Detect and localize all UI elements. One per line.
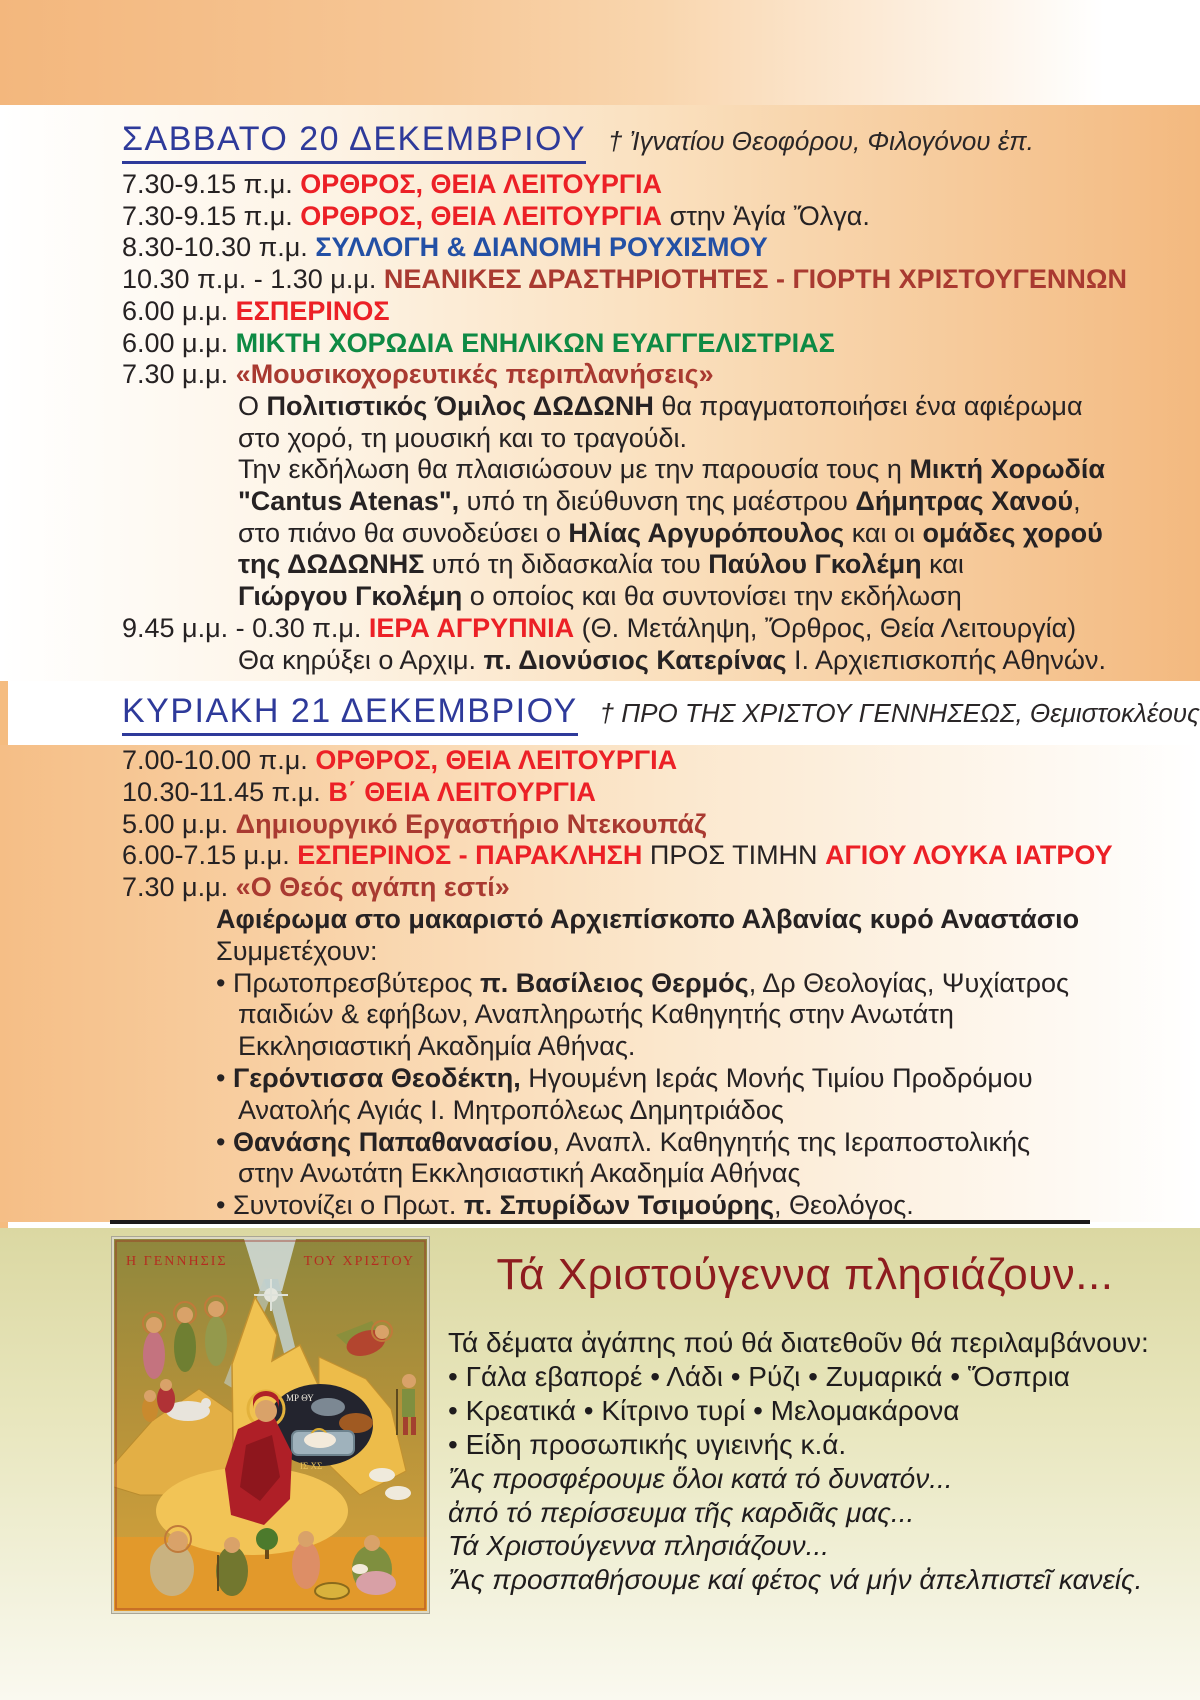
text-segment: ΟΡΘΡΟΣ, ΘΕΙΑ ΛΕΙΤΟΥΡΓΙΑ bbox=[300, 200, 663, 231]
saturday-schedule-lines bbox=[122, 169, 1200, 676]
divider-rule bbox=[110, 1220, 1090, 1224]
icon-caption-left: Η ΓΕΝΝΗΣΙΣ bbox=[126, 1254, 228, 1269]
schedule-line bbox=[122, 518, 1200, 550]
section-sunday bbox=[0, 745, 1200, 1222]
text-segment: Ηλίας Αργυρόπουλος bbox=[568, 517, 845, 548]
schedule-line bbox=[122, 904, 1200, 936]
schedule-line bbox=[122, 809, 1200, 841]
icon-christ-child bbox=[304, 1432, 336, 1448]
text-segment: , Δρ Θεολογίας, Ψυχίατρος bbox=[748, 967, 1070, 998]
text-segment: ΟΡΘΡΟΣ, ΘΕΙΑ ΛΕΙΤΟΥΡΓΙΑ bbox=[300, 169, 663, 199]
text-segment: • bbox=[216, 967, 233, 998]
text-segment: 10.30-11.45 π.μ. bbox=[122, 776, 329, 807]
icon-donkey bbox=[311, 1398, 345, 1416]
schedule-line bbox=[122, 1158, 1200, 1190]
text-segment: ΣΥΛΛΟΓΗ & ΔΙΑΝΟΜΗ ΡΟΥΧΙΣΜΟΥ bbox=[315, 232, 768, 263]
text-segment: π. Βασίλειος Θερμός bbox=[480, 967, 749, 998]
text-segment: 7.30-9.15 π.μ. bbox=[122, 200, 301, 231]
schedule-line bbox=[122, 1095, 1200, 1127]
text-segment: 6.00 μ.μ. bbox=[122, 327, 236, 358]
text-segment: Γιώργου Γκολέμη bbox=[238, 581, 463, 612]
text-segment: 6.00-7.15 μ.μ. bbox=[122, 840, 298, 871]
text-segment: Συμμετέχουν: bbox=[216, 935, 378, 966]
text-segment: Θα κηρύξει ο Αρχιμ. bbox=[238, 644, 484, 675]
text-segment: ομάδες χορού bbox=[922, 517, 1103, 548]
schedule-line bbox=[122, 359, 1200, 391]
list-item: • Είδη προσωπικής υγιεινής κ.ά. bbox=[448, 1429, 847, 1460]
text-segment: στην Ανωτάτη Εκκλησιαστική Ακαδημία Αθήνας bbox=[238, 1158, 801, 1189]
text-segment: Ηγουμένη Ιεράς Μονής Τιμίου Προδρόμου bbox=[520, 1062, 1033, 1093]
text-segment: «Μουσικοχορευτικές περιπλανήσεις» bbox=[235, 359, 714, 390]
schedule-line bbox=[122, 423, 1200, 455]
schedule-line bbox=[122, 777, 1200, 809]
text-segment: ΕΣΠΕΡΙΝΟΣ bbox=[235, 295, 390, 326]
schedule-line bbox=[122, 169, 1200, 201]
text-segment: Πολιτιστικός Όμιλος ΔΩΔΩΝΗ bbox=[266, 390, 654, 421]
schedule-line bbox=[122, 296, 1200, 328]
text-segment: της ΔΩΔΩΝΗΣ bbox=[238, 549, 425, 580]
text-segment: Θανάσης Παπαθανασίου bbox=[232, 1126, 553, 1157]
text-segment: «Ο Θεός αγάπη εστί» bbox=[235, 872, 510, 903]
text-segment: στην Ἁγία Ὄλγα. bbox=[662, 200, 870, 231]
text-segment: Ι. Αρχιεπισκοπής Αθηνών. bbox=[786, 644, 1107, 675]
schedule-line bbox=[122, 613, 1200, 645]
schedule-line bbox=[122, 645, 1200, 677]
text-segment: Ανατολής Αγιάς Ι. Μητροπόλεως Δημητριάδος bbox=[238, 1094, 784, 1125]
icon-inscription-mary: ΜΡ ΘΥ bbox=[286, 1393, 314, 1403]
text-segment: ΝΕΑΝΙΚΕΣ ΔΡΑΣΤΗΡΙΟΤΗΤΕΣ - ΓΙΟΡΤΗ ΧΡΙΣΤΟΥΓΕΝΝΩΝ bbox=[383, 264, 1128, 295]
sunday-schedule-lines bbox=[122, 745, 1200, 1222]
text-segment: Αφιέρωμα στο μακαριστό Αρχιεπίσκοπο Αλβανίας κυρό Αναστάσιο bbox=[216, 903, 1080, 934]
schedule-line bbox=[122, 872, 1200, 904]
schedule-line bbox=[122, 1190, 1200, 1222]
text-segment: στο χορό, τη μουσική και το τραγούδι. bbox=[238, 422, 688, 453]
text-segment: Μικτή Χορωδία bbox=[909, 454, 1106, 485]
text-segment: Εκκλησιαστική Ακαδημία Αθήνας. bbox=[238, 1031, 636, 1062]
text-segment: π. Διονύσιος Κατερίνας bbox=[483, 644, 787, 675]
text-segment: (Θ. Μετάληψη, Ὄρθρος, Θεία Λειτουργία) bbox=[574, 612, 1077, 643]
text-segment: Β΄ ΘΕΙΑ ΛΕΙΤΟΥΡΓΙΑ bbox=[328, 776, 596, 807]
text-segment: • bbox=[216, 1126, 233, 1157]
text-segment: Συντονίζει ο Πρωτ. bbox=[232, 1190, 464, 1221]
package-items bbox=[448, 1360, 1162, 1462]
schedule-line bbox=[122, 201, 1200, 233]
list-item: ἀπό τό περίσσευμα τῆς καρδιᾶς μας... bbox=[448, 1496, 915, 1528]
text-segment: και bbox=[921, 549, 964, 580]
text-segment: "Cantus Atenas", bbox=[238, 486, 460, 517]
text-segment: 7.30-9.15 π.μ. bbox=[122, 169, 301, 199]
text-segment: 8.30-10.30 π.μ. bbox=[122, 232, 316, 263]
top-orange-band bbox=[0, 0, 1200, 105]
text-segment: Δήμητρας Χανού bbox=[855, 486, 1074, 517]
text-segment: Ο bbox=[238, 390, 267, 421]
text-segment: ΑΓΙΟΥ ΛΟΥΚΑ ΙΑΤΡΟΥ bbox=[825, 840, 1113, 871]
text-segment: 9.45 μ.μ. - 0.30 π.μ. bbox=[122, 612, 369, 643]
section-subtitle-sunday: † ΠΡΟ ΤΗΣ ΧΡΙΣΤΟΥ ΓΕΝΝΗΣΕΩΣ, Θεμιστοκλέους bbox=[599, 698, 1200, 728]
text-segment: , bbox=[1073, 486, 1081, 517]
text-segment: 7.00-10.00 π.μ. bbox=[122, 745, 316, 775]
text-segment: • bbox=[216, 1190, 233, 1221]
list-item: Ἄς προσπαθήσουμε καί φέτος νά μήν ἀπελπιστεῖ κανείς. bbox=[448, 1563, 1143, 1595]
schedule-line bbox=[122, 936, 1200, 968]
schedule-line bbox=[122, 264, 1200, 296]
icon-inscription-christ: ΙΣ ΧΣ bbox=[300, 1461, 323, 1471]
text-segment: 7.30 μ.μ. bbox=[122, 872, 236, 903]
schedule-line bbox=[122, 549, 1200, 581]
section-title-sunday: ΚΥΡΙΑΚΗ 21 ΔΕΚΕΜΒΡΙΟΥ bbox=[122, 692, 578, 736]
appeal-lines bbox=[448, 1462, 1162, 1596]
text-segment: υπό τη διεύθυνση της μαέστρου bbox=[459, 486, 856, 517]
schedule-line bbox=[122, 454, 1200, 486]
text-segment: και οι bbox=[844, 517, 923, 548]
text-segment: 6.00 μ.μ. bbox=[122, 295, 236, 326]
list-item: • Κρεατικά • Κίτρινο τυρί • Μελομακάρονα bbox=[448, 1395, 960, 1426]
schedule-line bbox=[122, 232, 1200, 264]
schedule-line bbox=[122, 1031, 1200, 1063]
text-segment: , Αναπλ. Καθηγητής της Ιεραποστολικής bbox=[552, 1126, 1031, 1157]
section-saturday bbox=[0, 105, 1200, 681]
schedule-line bbox=[122, 486, 1200, 518]
sunday-header-band bbox=[0, 681, 1200, 745]
section-subtitle-saturday: † Ἰγνατίου Θεοφόρου, Φιλογόνου ἐπ. bbox=[608, 126, 1034, 156]
text-segment: ΙΕΡΑ ΑΓΡΥΠΝΙΑ bbox=[368, 612, 575, 643]
text-segment: 10.30 π.μ. - 1.30 μ.μ. bbox=[122, 264, 384, 295]
text-segment: Δημιουργικό Εργαστήριο Ντεκουπάζ bbox=[235, 808, 707, 839]
nativity-icon-image bbox=[112, 1237, 429, 1613]
text-segment: , Θεολόγος. bbox=[774, 1190, 914, 1221]
text-segment: • bbox=[216, 1062, 233, 1093]
christmas-text-column bbox=[448, 1242, 1162, 1596]
text-segment: Γερόντισσα Θεοδέκτη, bbox=[232, 1062, 521, 1093]
text-segment: παιδιών & εφήβων, Αναπληρωτής Καθηγητής στην Ανωτάτη bbox=[238, 999, 954, 1030]
schedule-line bbox=[122, 328, 1200, 360]
schedule-line bbox=[122, 581, 1200, 613]
text-segment: ΕΣΠΕΡΙΝΟΣ - ΠΑΡΑΚΛΗΣΗ bbox=[297, 840, 643, 871]
schedule-line bbox=[122, 745, 1200, 777]
text-segment: 5.00 μ.μ. bbox=[122, 808, 236, 839]
text-segment: ΟΡΘΡΟΣ, ΘΕΙΑ ΛΕΙΤΟΥΡΓΙΑ bbox=[315, 745, 678, 775]
section-header-row bbox=[122, 117, 1200, 161]
schedule-line bbox=[122, 999, 1200, 1031]
christmas-section bbox=[0, 1228, 1200, 1700]
text-segment: υπό τη διδασκαλία του bbox=[424, 549, 709, 580]
list-item: • Γάλα εβαπορέ • Λάδι • Ρύζι • Ζυμαρικά • Ὅσπρια bbox=[448, 1361, 1070, 1392]
section-header-row bbox=[122, 689, 1200, 733]
text-segment: 7.30 μ.μ. bbox=[122, 359, 236, 390]
text-segment: ο οποίος και θα συντονίσει την εκδήλωση bbox=[462, 581, 962, 612]
list-item: Τά Χριστούγεννα πλησιάζουν... bbox=[448, 1530, 830, 1561]
schedule-line bbox=[122, 968, 1200, 1000]
schedule-line bbox=[122, 840, 1200, 872]
schedule-line bbox=[122, 391, 1200, 423]
packages-intro: Τά δέματα ἀγάπης πού θά διατεθοῦν θά περιλαμβάνουν: bbox=[448, 1327, 1149, 1358]
text-segment: ΜΙΚΤΗ ΧΟΡΩΔΙΑ ΕΝΗΛΙΚΩΝ ΕΥΑΓΓΕΛΙΣΤΡΙΑΣ bbox=[235, 327, 835, 358]
icon-caption-right: ΤΟΥ ΧΡΙΣΤΟΥ bbox=[303, 1254, 415, 1269]
text-segment: Την εκδήλωση θα πλαισιώσουν με την παρουσία τους η bbox=[238, 454, 910, 485]
text-segment: θα πραγματοποιήσει ένα αφιέρωμα bbox=[653, 390, 1083, 421]
schedule-line bbox=[122, 1063, 1200, 1095]
list-item: Ἄς προσφέρουμε ὅλοι κατά τό δυνατόν... bbox=[448, 1463, 953, 1494]
section-title-saturday: ΣΑΒΒΑΤΟ 20 ΔΕΚΕΜΒΡΙΟΥ bbox=[122, 120, 586, 164]
text-segment: Παύλου Γκολέμη bbox=[708, 549, 922, 580]
schedule-line bbox=[122, 1127, 1200, 1159]
text-segment: Πρωτοπρεσβύτερος bbox=[232, 967, 481, 998]
text-segment: ΠΡΟΣ ΤΙΜΗΝ bbox=[642, 840, 826, 871]
christmas-title: Τά Χριστούγεννα πλησιάζουν... bbox=[496, 1250, 1114, 1299]
text-segment: στο πιάνο θα συνοδεύσει ο bbox=[238, 517, 569, 548]
text-segment: π. Σπυρίδων Τσιμούρης bbox=[463, 1190, 775, 1221]
